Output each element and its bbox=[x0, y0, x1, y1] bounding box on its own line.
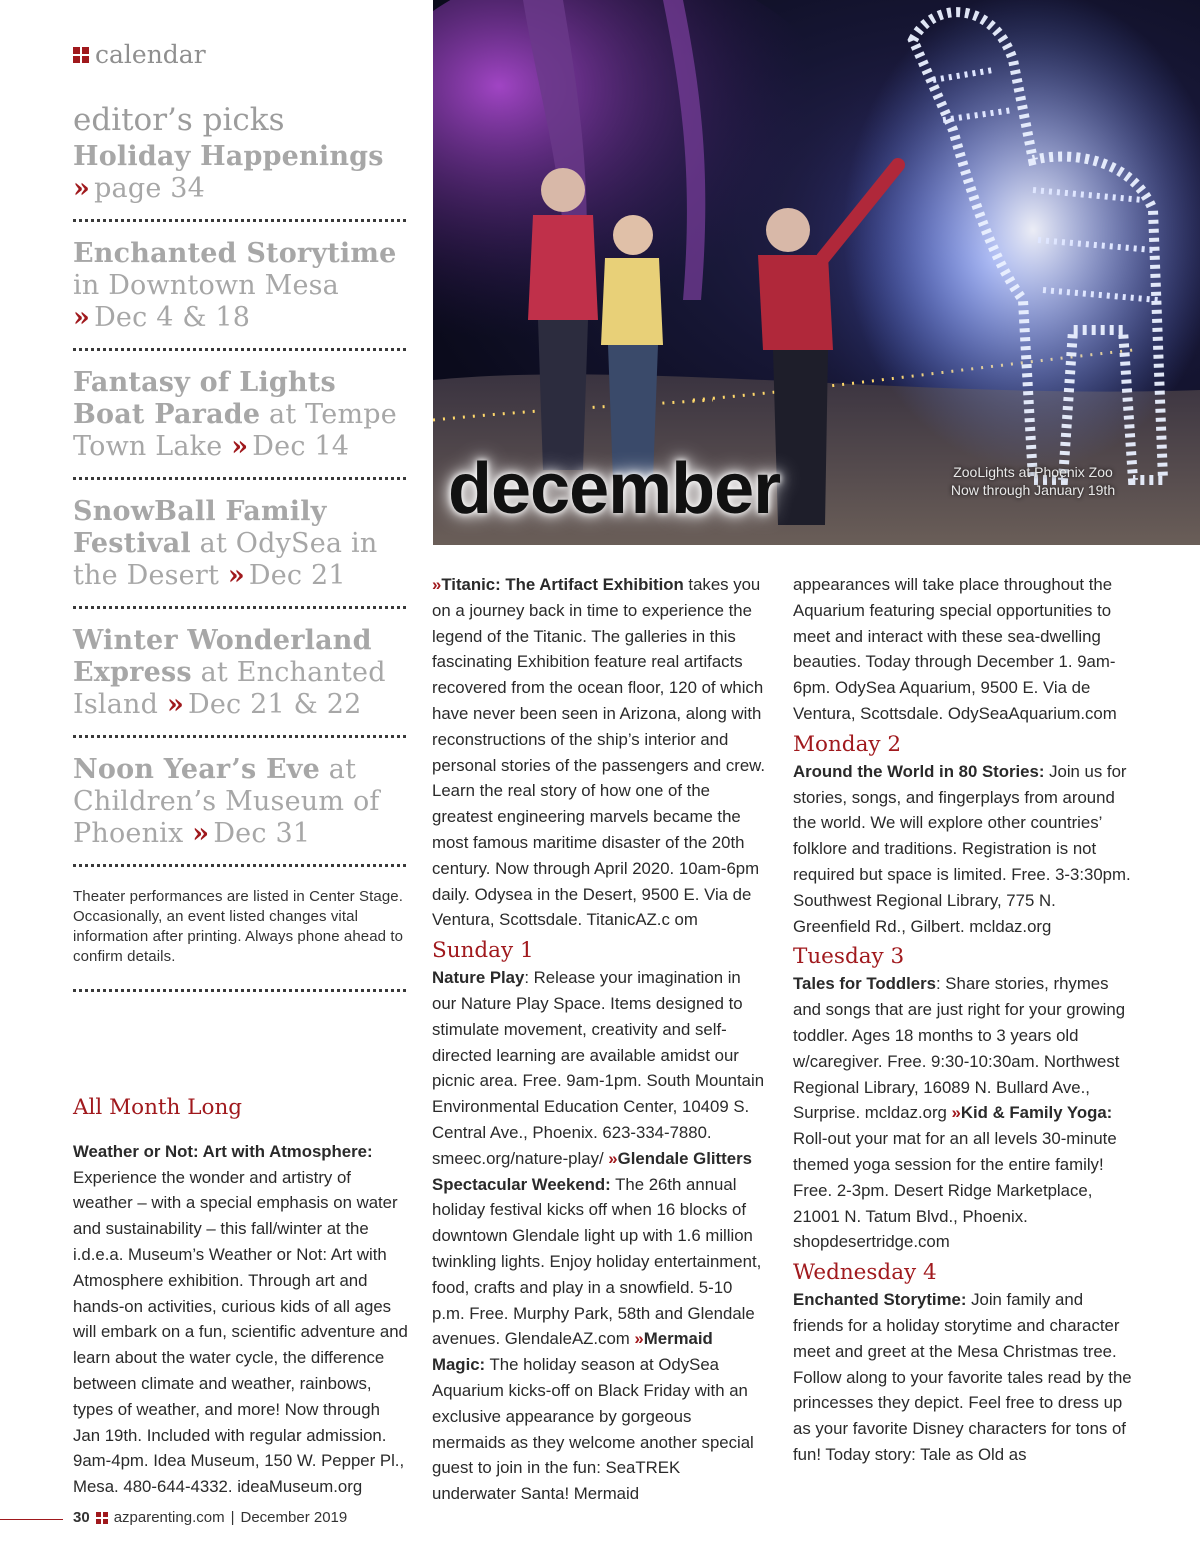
all-month-heading: All Month Long bbox=[73, 1095, 243, 1120]
arrow-glyph: » bbox=[634, 1329, 644, 1349]
section-label-text: calendar bbox=[95, 40, 206, 69]
sunday-events bbox=[432, 965, 768, 1507]
four-squares-icon bbox=[96, 1512, 108, 1524]
event-text: : Share stories, rhymes and songs that are just right for your growing toddler. Ages 18 months to 3 years old w/caregiver. Free. 9:30-10:30am. Northwest Regional Library, 16089 N. Bullard Ave., Surprise. mcldaz.org bbox=[793, 974, 1126, 1123]
pick-date: page 34 bbox=[94, 173, 206, 204]
arrow-glyph: » bbox=[951, 1103, 961, 1123]
pick-item[interactable] bbox=[73, 625, 406, 721]
page-footer bbox=[0, 1508, 600, 1530]
pick-title: Winter Wonderland Express bbox=[73, 625, 372, 688]
day-heading-monday: Monday 2 bbox=[793, 731, 902, 757]
page-number: 30 bbox=[73, 1509, 90, 1526]
event-text: Join family and friends for a holiday storytime and character meet and greet at the Mesa Christmas tree. Follow along to your favorite tales read by the princesses they depict. Feel free to dress up as your favorite Disney characters for tons of fun! Today story: Tale as Old as bbox=[793, 1290, 1132, 1464]
event-text: Experience the wonder and artistry of weather – with a special emphasis on water and sustainability – this fall/winter at the i.d.e.a. Museum’s Weather or Not: Art with Atmosphere exhibition. Through art and hands-on activities, curious kids of all ages will embark on a fun, scientific adventure and learn about the water cycle, the difference between climate and weather, rainbows, types of weather, and more! Now through Jan 19th. Included with regular admission. 9am-4pm. Idea Museum, 150 W. Pepper Pl., Mesa. 480-644-4332. ideaMuseum.org bbox=[73, 1167, 408, 1497]
event-title: Titanic: The Artifact Exhibition bbox=[441, 575, 684, 594]
event-text: Join us for stories, songs, and fingerplays from around the world. We will explore other countries’ folklore and traditions. Registration is not required but space is limited. Free. 3-3:30pm. Southwest Regional Library, 775 N. Greenfield Rd., Gilbert. mcldaz.org bbox=[793, 761, 1131, 936]
arrow-glyph: » bbox=[432, 575, 442, 594]
photo-caption: ZooLights at Phoenix Zoo Now through January 19th bbox=[950, 464, 1116, 498]
event-title: Kid & Family Yoga: bbox=[960, 1103, 1113, 1123]
dotted-divider bbox=[73, 735, 406, 738]
event-text: The holiday season at OdySea Aquarium kicks-off on Black Friday with an exclusive appearance by gorgeous mermaids as they welcome another special guest to join in the fun: SeaTREK underwater Santa! Mermaid bbox=[432, 1355, 754, 1504]
pick-date: Dec 14 bbox=[252, 431, 350, 462]
pick-location: in Downtown Mesa bbox=[73, 270, 339, 301]
editors-picks-list bbox=[73, 141, 406, 867]
dotted-divider bbox=[73, 219, 406, 222]
pick-arrow: » bbox=[192, 818, 210, 849]
pick-title: Fantasy of Lights Boat Parade bbox=[73, 367, 336, 430]
pick-arrow: » bbox=[73, 173, 91, 204]
event-title: Enchanted Storytime: bbox=[793, 1290, 967, 1310]
month-title: december bbox=[448, 449, 781, 529]
left-column bbox=[73, 40, 406, 1008]
pick-arrow: » bbox=[73, 302, 91, 333]
pick-item[interactable] bbox=[73, 238, 406, 334]
pick-date: Dec 21 bbox=[248, 560, 346, 591]
day-heading-wednesday: Wednesday 4 bbox=[793, 1260, 937, 1286]
pick-arrow: » bbox=[231, 431, 249, 462]
monday-events bbox=[793, 759, 1133, 940]
pick-arrow: » bbox=[227, 560, 245, 591]
dotted-divider bbox=[73, 989, 406, 992]
titanic-event bbox=[432, 572, 768, 933]
event-title: Weather or Not: Art with Atmosphere: bbox=[73, 1141, 373, 1161]
right-column bbox=[793, 572, 1133, 1468]
pick-item[interactable] bbox=[73, 367, 406, 463]
pick-location: at Tempe Town Lake bbox=[73, 399, 397, 462]
pick-title: Holiday Happenings bbox=[73, 141, 384, 172]
event-text: : Release your imagination in our Nature Play Space. Items designed to stimulate movement, creativity and self-directed learning are available amidst our picnic area. Free. 9am-1pm. South Mountain Environmental Education Center, 10409 S. Central Ave., Phoenix. 623-334-7880. smeec.org/nature-play/ bbox=[432, 968, 765, 1168]
event-text: The 26th annual holiday festival kicks off when 16 blocks of downtown Glendale light up with 1.6 million twinkling lights. Enjoy holiday entertainment, food, crafts and play in a snowfield. 5-10 p.m. Free. Murphy Park, 58th and Glendale avenues. GlendaleAZ.com bbox=[432, 1174, 762, 1349]
pick-location: at Children’s Museum of Phoenix bbox=[73, 754, 380, 849]
event-text: takes you on a journey back in time to experience the legend of the Titanic. The galleries in this fascinating Exhibition feature real artifacts recovered from the ocean floor, 120 of which have never been seen in Arizona, along with reconstructions of the ship’s interior and personal stories of the passengers and crew. Learn the real story of how one of the greatest engineering marvels became the most famous maritime disaster of the 20th century. Now through April 2020. 10am-6pm daily. Odysea in the Desert, 9500 E. Via de Ventura, Scottsdale. TitanicAZ.c om bbox=[432, 575, 766, 930]
dotted-divider bbox=[73, 477, 406, 480]
event-text: Roll-out your mat for an all levels 30-minute themed yoga session for the entire family! Free. 2-3pm. Desert Ridge Marketplace, 21001 N. Tatum Blvd., Phoenix. shopdesertridge.com bbox=[793, 1129, 1117, 1252]
zoolights-photo bbox=[433, 0, 1200, 545]
event-title: Glendale Glitters Spectacular Weekend: bbox=[432, 1148, 752, 1194]
theater-note: Theater performances are listed in Center Stage. Occasionally, an event listed changes vital information after printing. Always phone ahead to confirm details. bbox=[73, 888, 404, 965]
footer-text bbox=[73, 1509, 347, 1526]
pick-location: at Enchanted Island bbox=[73, 657, 386, 720]
footer-site[interactable]: azparenting.com bbox=[113, 1509, 225, 1526]
pick-item[interactable] bbox=[73, 754, 406, 850]
footer-rule bbox=[0, 1519, 63, 1520]
dotted-divider bbox=[73, 348, 406, 351]
pick-item[interactable] bbox=[73, 496, 406, 592]
dotted-divider bbox=[73, 864, 406, 867]
pick-item[interactable] bbox=[73, 141, 406, 205]
arrow-glyph: » bbox=[608, 1148, 618, 1168]
event-title: Nature Play bbox=[432, 968, 525, 988]
pick-title: Noon Year’s Eve bbox=[73, 754, 320, 785]
dotted-divider bbox=[73, 606, 406, 609]
all-month-section bbox=[73, 1094, 408, 1517]
editors-picks-heading: editor’s picks bbox=[73, 102, 285, 138]
event-title: Around the World in 80 Stories: bbox=[793, 761, 1045, 781]
event-title: Tales for Toddlers bbox=[793, 974, 936, 994]
pick-arrow: » bbox=[166, 689, 185, 720]
footer-divider: | bbox=[230, 1509, 235, 1526]
four-squares-icon bbox=[73, 47, 89, 63]
middle-column bbox=[432, 572, 768, 1507]
pick-location: at OdySea in the Desert bbox=[73, 528, 378, 591]
day-heading-tuesday: Tuesday 3 bbox=[793, 944, 905, 970]
section-label bbox=[73, 40, 406, 69]
pick-title: SnowBall Family Festival bbox=[73, 496, 327, 559]
tuesday-events bbox=[793, 971, 1133, 1255]
pick-date: Dec 4 & 18 bbox=[94, 302, 251, 333]
wednesday-events bbox=[793, 1287, 1133, 1468]
event-title: Mermaid Magic: bbox=[432, 1329, 713, 1375]
pick-title: Enchanted Storytime bbox=[73, 238, 397, 269]
day-heading-sunday: Sunday 1 bbox=[432, 938, 534, 964]
mermaid-continued: appearances will take place throughout the Aquarium featuring special opportunities to meet and interact with these sea-dwelling beauties. Today through December 1. 9am-6pm. OdySea Aquarium, 9500 E. Via de Ventura, Scottsdale. OdySeaAquarium.com bbox=[793, 575, 1117, 723]
pick-date: Dec 21 & 22 bbox=[188, 689, 362, 720]
footer-issue: December 2019 bbox=[240, 1509, 348, 1526]
pick-date: Dec 31 bbox=[213, 818, 311, 849]
